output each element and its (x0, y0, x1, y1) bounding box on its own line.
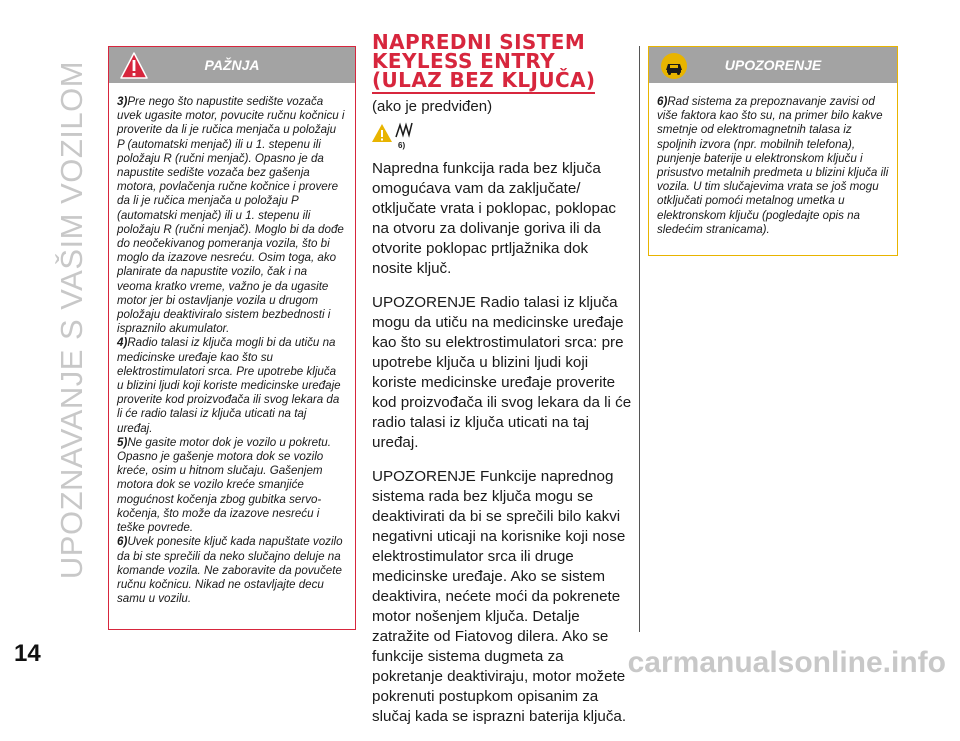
section-paragraph: UPOZORENJE Funkcije naprednog sistema rada bez ključa mogu se deaktivirati da bi se sprečili bilo kakvi negativni uticaji na korisnike koji nose elektrostimulator srca ili druge medicinske uređaje. Ako se sistem deaktivira, nećete moći da pokrenete motor nošenjem ključa. Detalje zatražite od Fiatovog dilera. Ako se funkcije sistema dugmeta za pokretanje deaktiviraju, motor možete pokrenuti postupkom opisanim za slučaj kada se isprazni baterija ključa. (372, 468, 627, 725)
section-title-line: NAPREDNI SISTEM (372, 30, 586, 54)
note-text: Ne gasite motor dok je vozilo u pokretu. Opasno je gašenje motora dok se vozilo kreće, osim u hitnom slučaju. Gašenjem motora dok se vozilo kreće smanjiće mogućnost kočenja zbog gubitka servo-kočenja, što može da izazove nesreću i teške povrede. (117, 435, 331, 535)
caution-box-header (649, 47, 897, 83)
caution-box-title: UPOZORENJE (724, 57, 822, 73)
warning-note (117, 95, 345, 336)
main-section (372, 30, 632, 741)
column-divider (639, 46, 640, 632)
note-number: 3) (117, 95, 128, 108)
page-number: 14 (14, 640, 41, 667)
note-text: Pre nego što napustite sedište vozača uvek ugasite motor, povucite ručnu kočnicu i proverite da li je ručica menjača u položaju P (automatski menjač) ili u 1. stepenu ili položaju R (ručni menjač). Opasno je da napustite sedište vozača bez gašenja motora, povlačenja ručne kočnice i provere da li je ručica menjača u položaju P (automatski menjač) ili u 1. stepenu ili položaju R (ručni menjač). Moglo bi da dođe do neočekivanog pomeranja vozila, što bi moglo da izazove nesreću. Osim toga, ako planirate da napustite vozilo, čak i na veoma kratko vreme, važno je da ugasite motor jer bi ostavljanje vozila u drugom položaju deaktiviralo sistem bezbednosti i ispraznilo akumulator. (117, 95, 345, 336)
caution-note (657, 95, 889, 237)
section-subtitle: (ako je predviđen) (372, 98, 493, 115)
warning-reference-icon (372, 121, 422, 145)
section-title (372, 30, 596, 94)
warning-box-header (109, 47, 355, 83)
section-title-line: (ULAZ BEZ KLJUČA) (372, 68, 596, 92)
warning-box-body (109, 83, 355, 606)
warning-note (117, 535, 345, 606)
caution-box (648, 46, 898, 256)
note-number: 6) (657, 95, 668, 108)
watermark: carmanualsonline.info (627, 646, 946, 679)
warning-box (108, 46, 356, 630)
section-paragraph: UPOZORENJE Radio talasi iz ključa mogu da utiču na medicinske uređaje kao što su elektrostimulatori srca: pre upotrebe ključa u blizini ljudi koji koriste medicinske uređaje proverite kod proizvođača ili svog lekara da li će radio talasi iz ključa uticati na taj uređaj. (372, 294, 632, 451)
warning-note (117, 436, 345, 535)
chapter-title: UPOZNAVANJE S VAŠIM VOZILOM (54, 60, 90, 580)
note-number: 6) (117, 535, 128, 549)
section-paragraph: Napredna funkcija rada bez ključa omogućava vam da zaključate/ otključate vrata i poklopac, poklopac na otvoru za dolivanje goriva ili da otvorite poklopac prtljažnika dok nosite ključ. (372, 160, 616, 277)
note-number: 5) (117, 435, 128, 449)
chapter-title-vertical (52, 40, 92, 600)
warning-note (117, 336, 345, 435)
reference-label: 6) (398, 141, 406, 150)
caution-box-body (649, 83, 897, 237)
note-text: Uvek ponesite ključ kada napuštate vozilo da bi ste sprečili da neko slučajno deluje na komande vozila. Ne zaboravite da povučete ručnu kočnicu. Nikad ne ostavljajte decu samu u vozilu. (117, 535, 343, 606)
section-title-line: KEYLESS ENTRY (372, 49, 555, 73)
reference-marker (372, 121, 632, 151)
warning-box-title: PAŽNJA (204, 57, 260, 73)
note-text: Rad sistema za prepoznavanje zavisi od više faktora kao što su, na primer bilo kakve smetnje od elektromagnetnih talasa iz spoljnih izvora (npr. mobilnih telefona), punjenje baterije u elektronskom ključu i prisustvo metalnih predmeta u blizini ključa ili vozila. U tim slučajevima vrata se još mogu otključati pomoći metalnog umetka u elektronskom ključu (pogledajte opis na sledećim stranicama). (657, 95, 889, 236)
note-text: Radio talasi iz ključa mogli bi da utiču na medicinske uređaje kao što su elektrostimulatori srca. Pre upotrebe ključa u blizini ljudi koji koriste medicinske uređaje proverite kod proizvođača ili svog lekara da li će radio talasi iz ključa uticati na taj uređaj. (117, 336, 341, 435)
note-number: 4) (117, 336, 128, 350)
